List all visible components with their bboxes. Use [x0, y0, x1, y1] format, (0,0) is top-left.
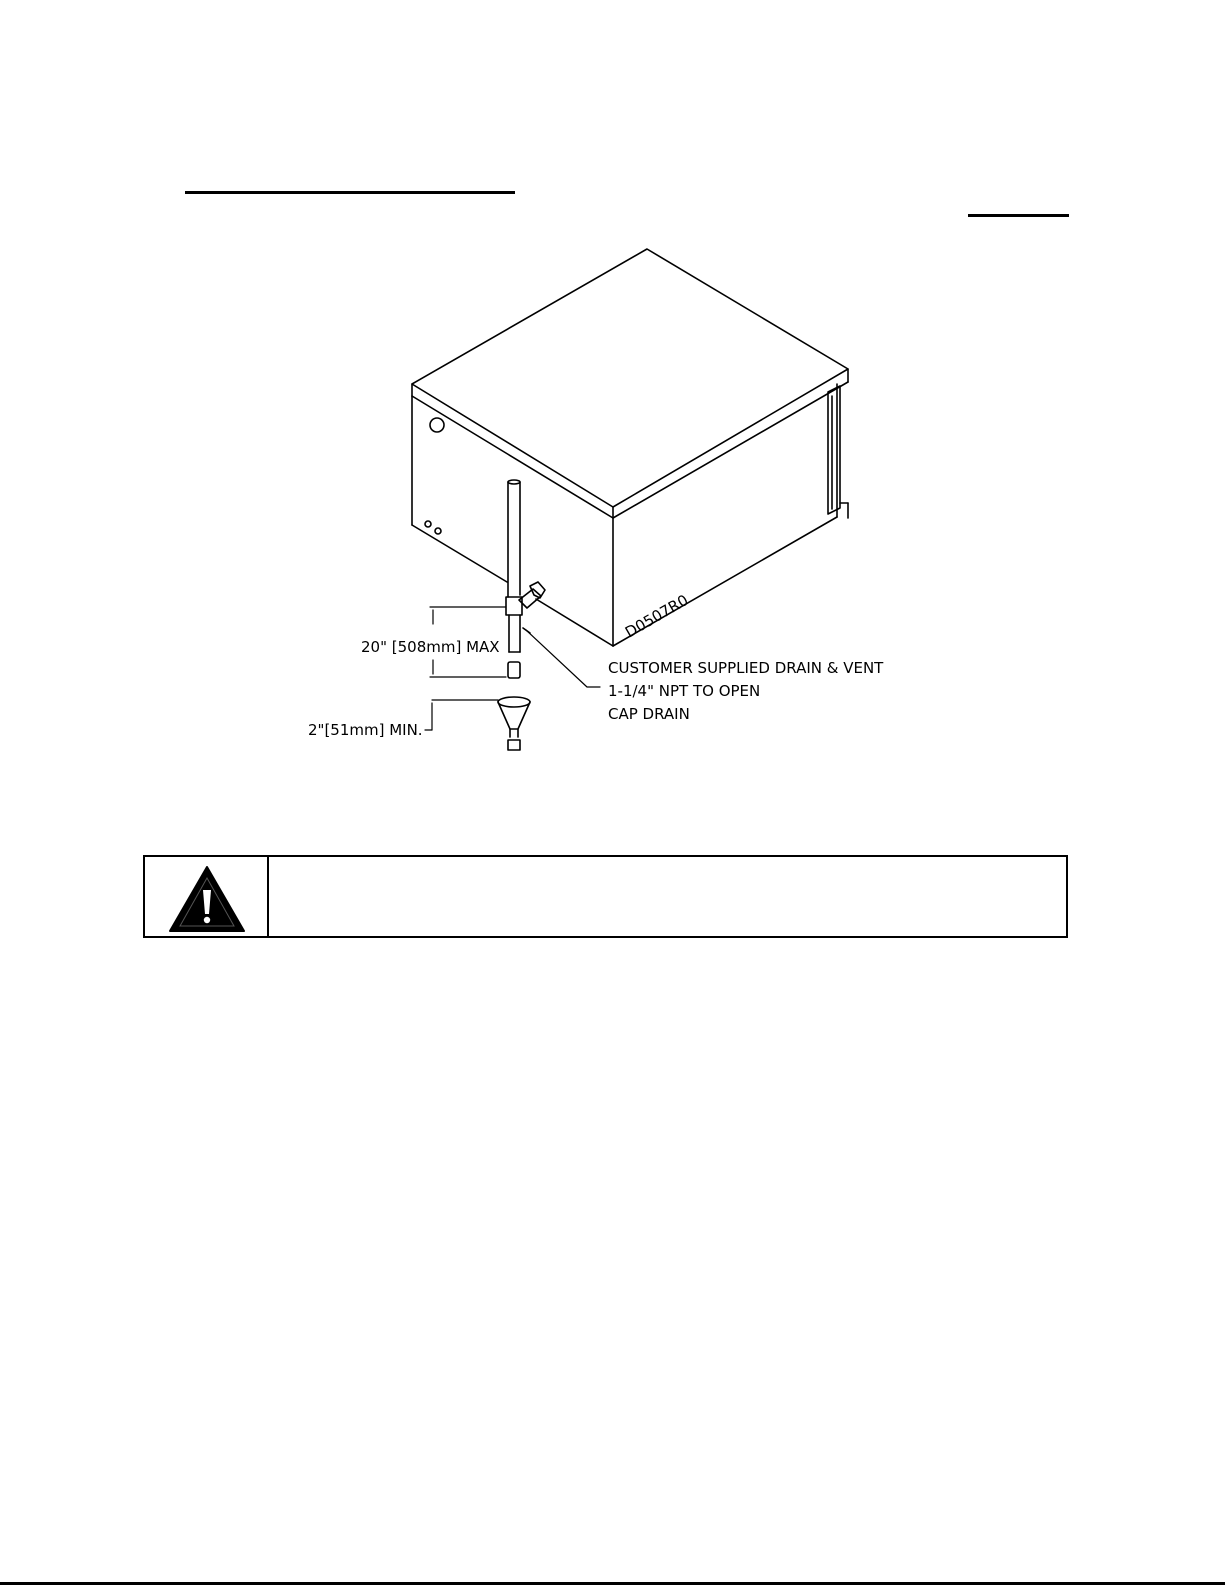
max-height-label: 20" [508mm] MAX [361, 638, 500, 656]
lower-pipe-stub [508, 662, 520, 678]
tee-fitting [519, 582, 545, 633]
gauge-knob [430, 418, 444, 432]
indicator-light-2 [435, 528, 441, 534]
indicator-light-1 [425, 521, 431, 527]
callout-leader [526, 630, 600, 687]
callout-line-3: CAP DRAIN [608, 705, 690, 723]
drain-funnel [498, 697, 530, 750]
dimension-min [425, 700, 498, 730]
vent-pipe [506, 480, 522, 652]
drawing-code: D0507R0 [622, 591, 692, 642]
callout-line-2: 1-1/4" NPT TO OPEN [608, 682, 761, 700]
callout-line-1: CUSTOMER SUPPLIED DRAIN & VENT [608, 659, 884, 677]
warning-triangle-icon [167, 864, 247, 934]
cabinet-top [412, 249, 848, 507]
side-panel-handle [828, 386, 840, 514]
min-gap-label: 2"[51mm] MIN. [308, 721, 423, 739]
warning-icon-cell [145, 857, 269, 936]
warning-box [143, 855, 1068, 938]
